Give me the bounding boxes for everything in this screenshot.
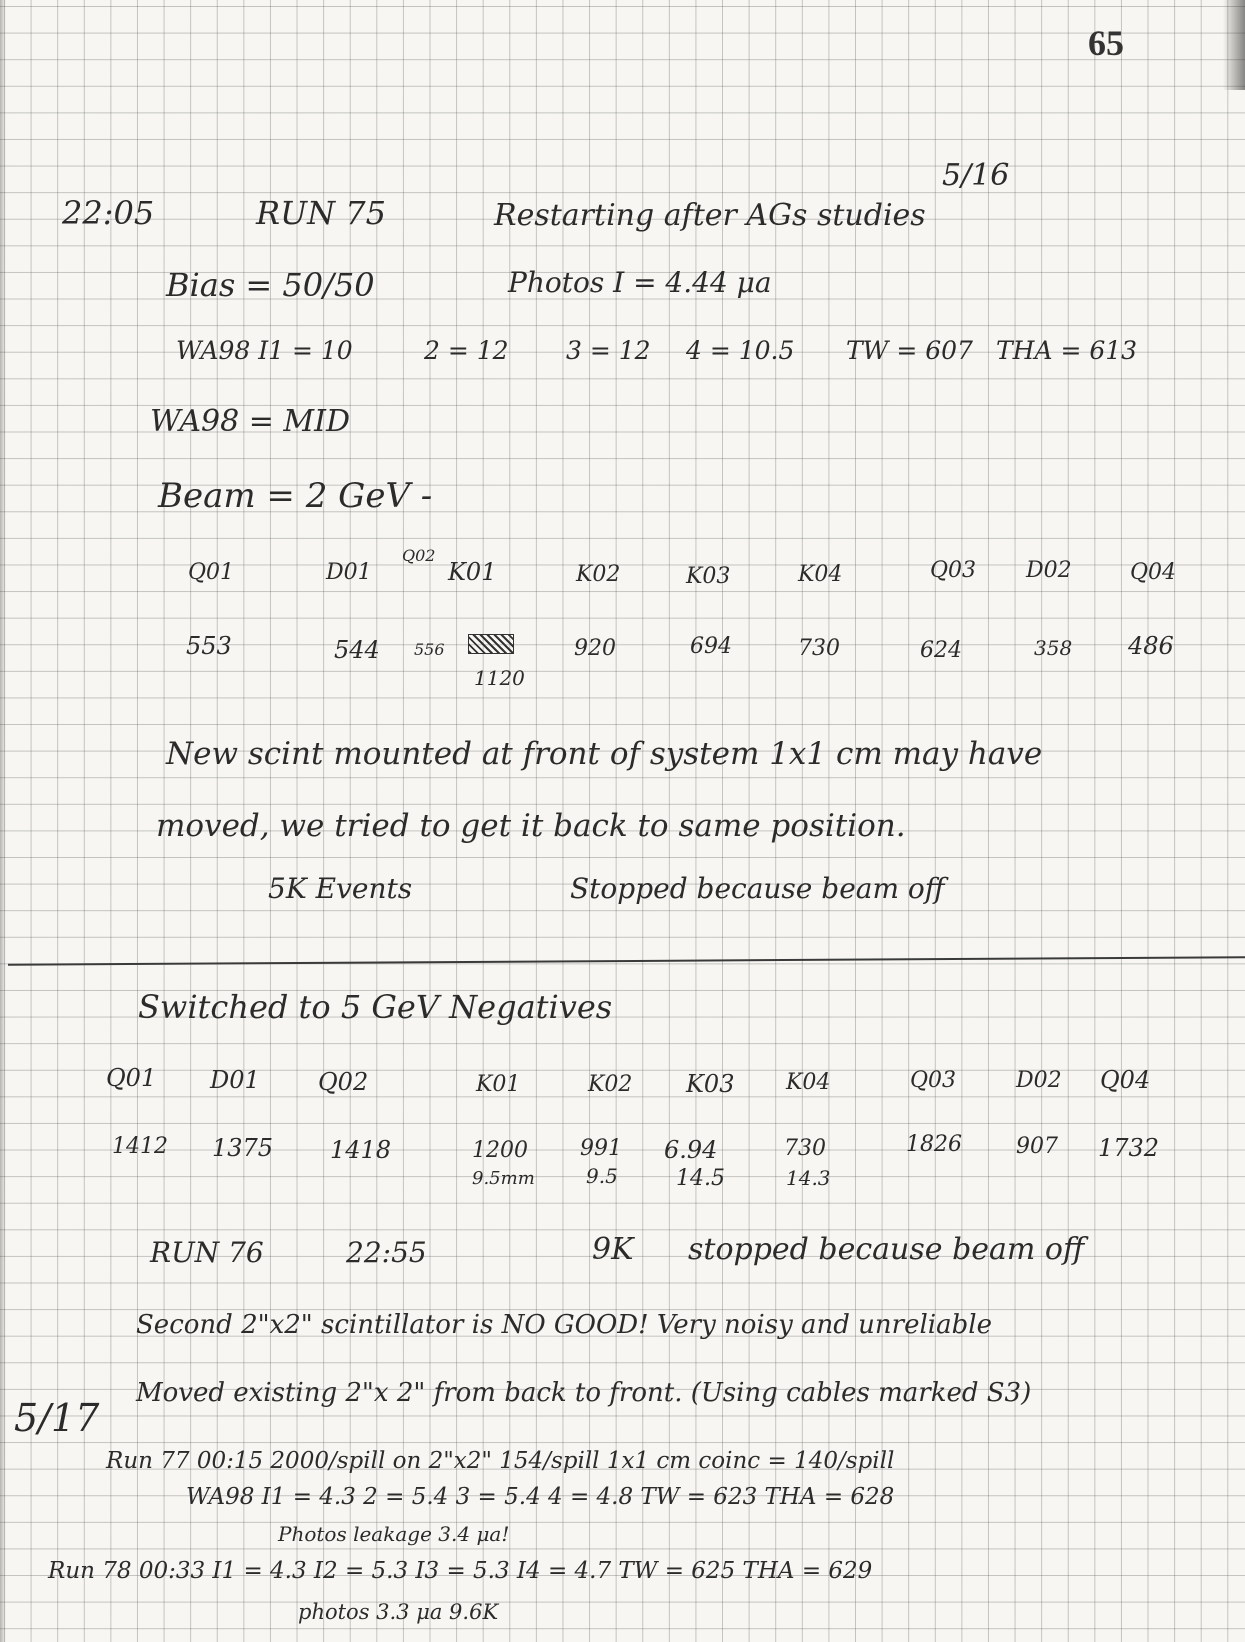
k01-corrected-value: 1120 — [474, 666, 525, 690]
run75-bias: Bias = 50/50 — [166, 266, 375, 304]
wa98-mode: WA98 = MID — [150, 404, 351, 439]
run75-note: Restarting after AGs studies — [494, 198, 926, 233]
mag-header: K03 — [686, 564, 731, 589]
mag2-subvalue: 9.5 — [586, 1164, 618, 1188]
mag2-value: 730 — [784, 1136, 826, 1161]
run75-label: RUN 75 — [256, 194, 386, 232]
mag-header: Q03 — [930, 558, 977, 583]
mag2-value: 1418 — [330, 1136, 392, 1164]
run78-line-2: photos 3.3 μa 9.6K — [298, 1600, 499, 1624]
mag-value: 358 — [1034, 636, 1073, 660]
mag2-header: K04 — [786, 1070, 831, 1095]
mag2-header: Q02 — [318, 1068, 369, 1096]
mag2-value: 1412 — [112, 1134, 168, 1159]
wa98-current-3: 3 = 12 — [566, 336, 651, 365]
run75-events: 5K Events — [268, 872, 413, 905]
mag2-header: D02 — [1016, 1068, 1062, 1093]
mag-value: 694 — [690, 634, 732, 659]
mag2-header: K01 — [476, 1072, 521, 1097]
mag2-value: 6.94 — [664, 1136, 718, 1164]
wa98-tw: TW = 607 — [846, 336, 973, 365]
run76-note-2: Moved existing 2"x 2" from back to front. (Using cables marked S3) — [136, 1378, 1032, 1408]
crossed-out-value — [468, 634, 514, 654]
run76-stopped: stopped because beam off — [688, 1232, 1085, 1267]
mag2-header: Q04 — [1100, 1066, 1151, 1094]
mag2-value: 1375 — [212, 1134, 274, 1162]
run76-time: 22:55 — [346, 1236, 427, 1269]
mag-value: 553 — [186, 632, 232, 660]
mag2-header: Q01 — [106, 1064, 157, 1092]
beam-setting: Beam = 2 GeV - — [158, 476, 433, 516]
wa98-current-1: WA98 I1 = 10 — [176, 336, 353, 365]
mag2-value: 1732 — [1098, 1134, 1160, 1162]
run76-events: 9K — [592, 1232, 634, 1267]
mag2-value: 1200 — [472, 1138, 528, 1163]
run76-label: RUN 76 — [150, 1236, 264, 1269]
run77-line-1: Run 77 00:15 2000/spill on 2"x2" 154/spill 1x1 cm coinc = 140/spill — [106, 1448, 895, 1474]
run77-line-2: WA98 I1 = 4.3 2 = 5.4 3 = 5.4 4 = 4.8 TW = 623 THA = 628 — [186, 1484, 895, 1510]
mag2-subvalue: 14.5 — [676, 1166, 725, 1191]
run76-note-1: Second 2"x2" scintillator is NO GOOD! Very noisy and unreliable — [136, 1310, 992, 1340]
mag-header: D01 — [326, 560, 372, 585]
run75-photos: Photos I = 4.44 μa — [508, 266, 772, 299]
page-edge-shadow — [0, 0, 6, 1642]
mag-header: Q04 — [1130, 560, 1177, 585]
mag-value: 920 — [574, 636, 616, 661]
mag2-value: 991 — [580, 1136, 622, 1161]
mag2-header: K02 — [588, 1072, 633, 1097]
page-number: 65 — [1088, 23, 1124, 63]
mag-header: K04 — [798, 562, 843, 587]
switch-title: Switched to 5 GeV Negatives — [138, 988, 613, 1026]
mag2-header: Q03 — [910, 1068, 957, 1093]
mag-value: 624 — [920, 638, 962, 663]
page-corner-shadow — [1223, 0, 1245, 90]
mag2-value: 1826 — [906, 1132, 962, 1157]
wa98-current-4: 4 = 10.5 — [686, 336, 795, 365]
mag-header: D02 — [1026, 558, 1072, 583]
mag-header: K02 — [576, 562, 621, 587]
mag-value: 556 — [414, 640, 445, 659]
section-divider — [8, 956, 1245, 966]
scint-note-line-1: New scint mounted at front of system 1x1 cm may have — [166, 736, 1043, 772]
mag-header: Q02 — [402, 546, 436, 565]
mag2-subvalue: 14.3 — [786, 1166, 831, 1190]
mag-value: 544 — [334, 636, 380, 664]
mag-header: Q01 — [188, 560, 235, 585]
mag-value: 730 — [798, 636, 840, 661]
run75-time: 22:05 — [62, 194, 155, 232]
mag-value: 486 — [1128, 632, 1174, 660]
date-mid: 5/17 — [14, 1396, 100, 1440]
mag2-header: D01 — [210, 1066, 260, 1094]
scint-note-line-2: moved, we tried to get it back to same position. — [156, 808, 906, 844]
run78-line-1: Run 78 00:33 I1 = 4.3 I2 = 5.3 I3 = 5.3 I4 = 4.7 TW = 625 THA = 629 — [48, 1558, 873, 1584]
wa98-current-2: 2 = 12 — [424, 336, 509, 365]
mag2-subvalue: 9.5mm — [472, 1168, 535, 1189]
run77-line-3: Photos leakage 3.4 μa! — [278, 1522, 510, 1546]
mag2-header: K03 — [686, 1070, 735, 1098]
date-top: 5/16 — [942, 158, 1010, 193]
mag-header: K01 — [448, 558, 497, 586]
wa98-tha: THA = 613 — [996, 336, 1138, 365]
run75-stopped: Stopped because beam off — [570, 872, 945, 905]
mag2-value: 907 — [1016, 1134, 1058, 1159]
